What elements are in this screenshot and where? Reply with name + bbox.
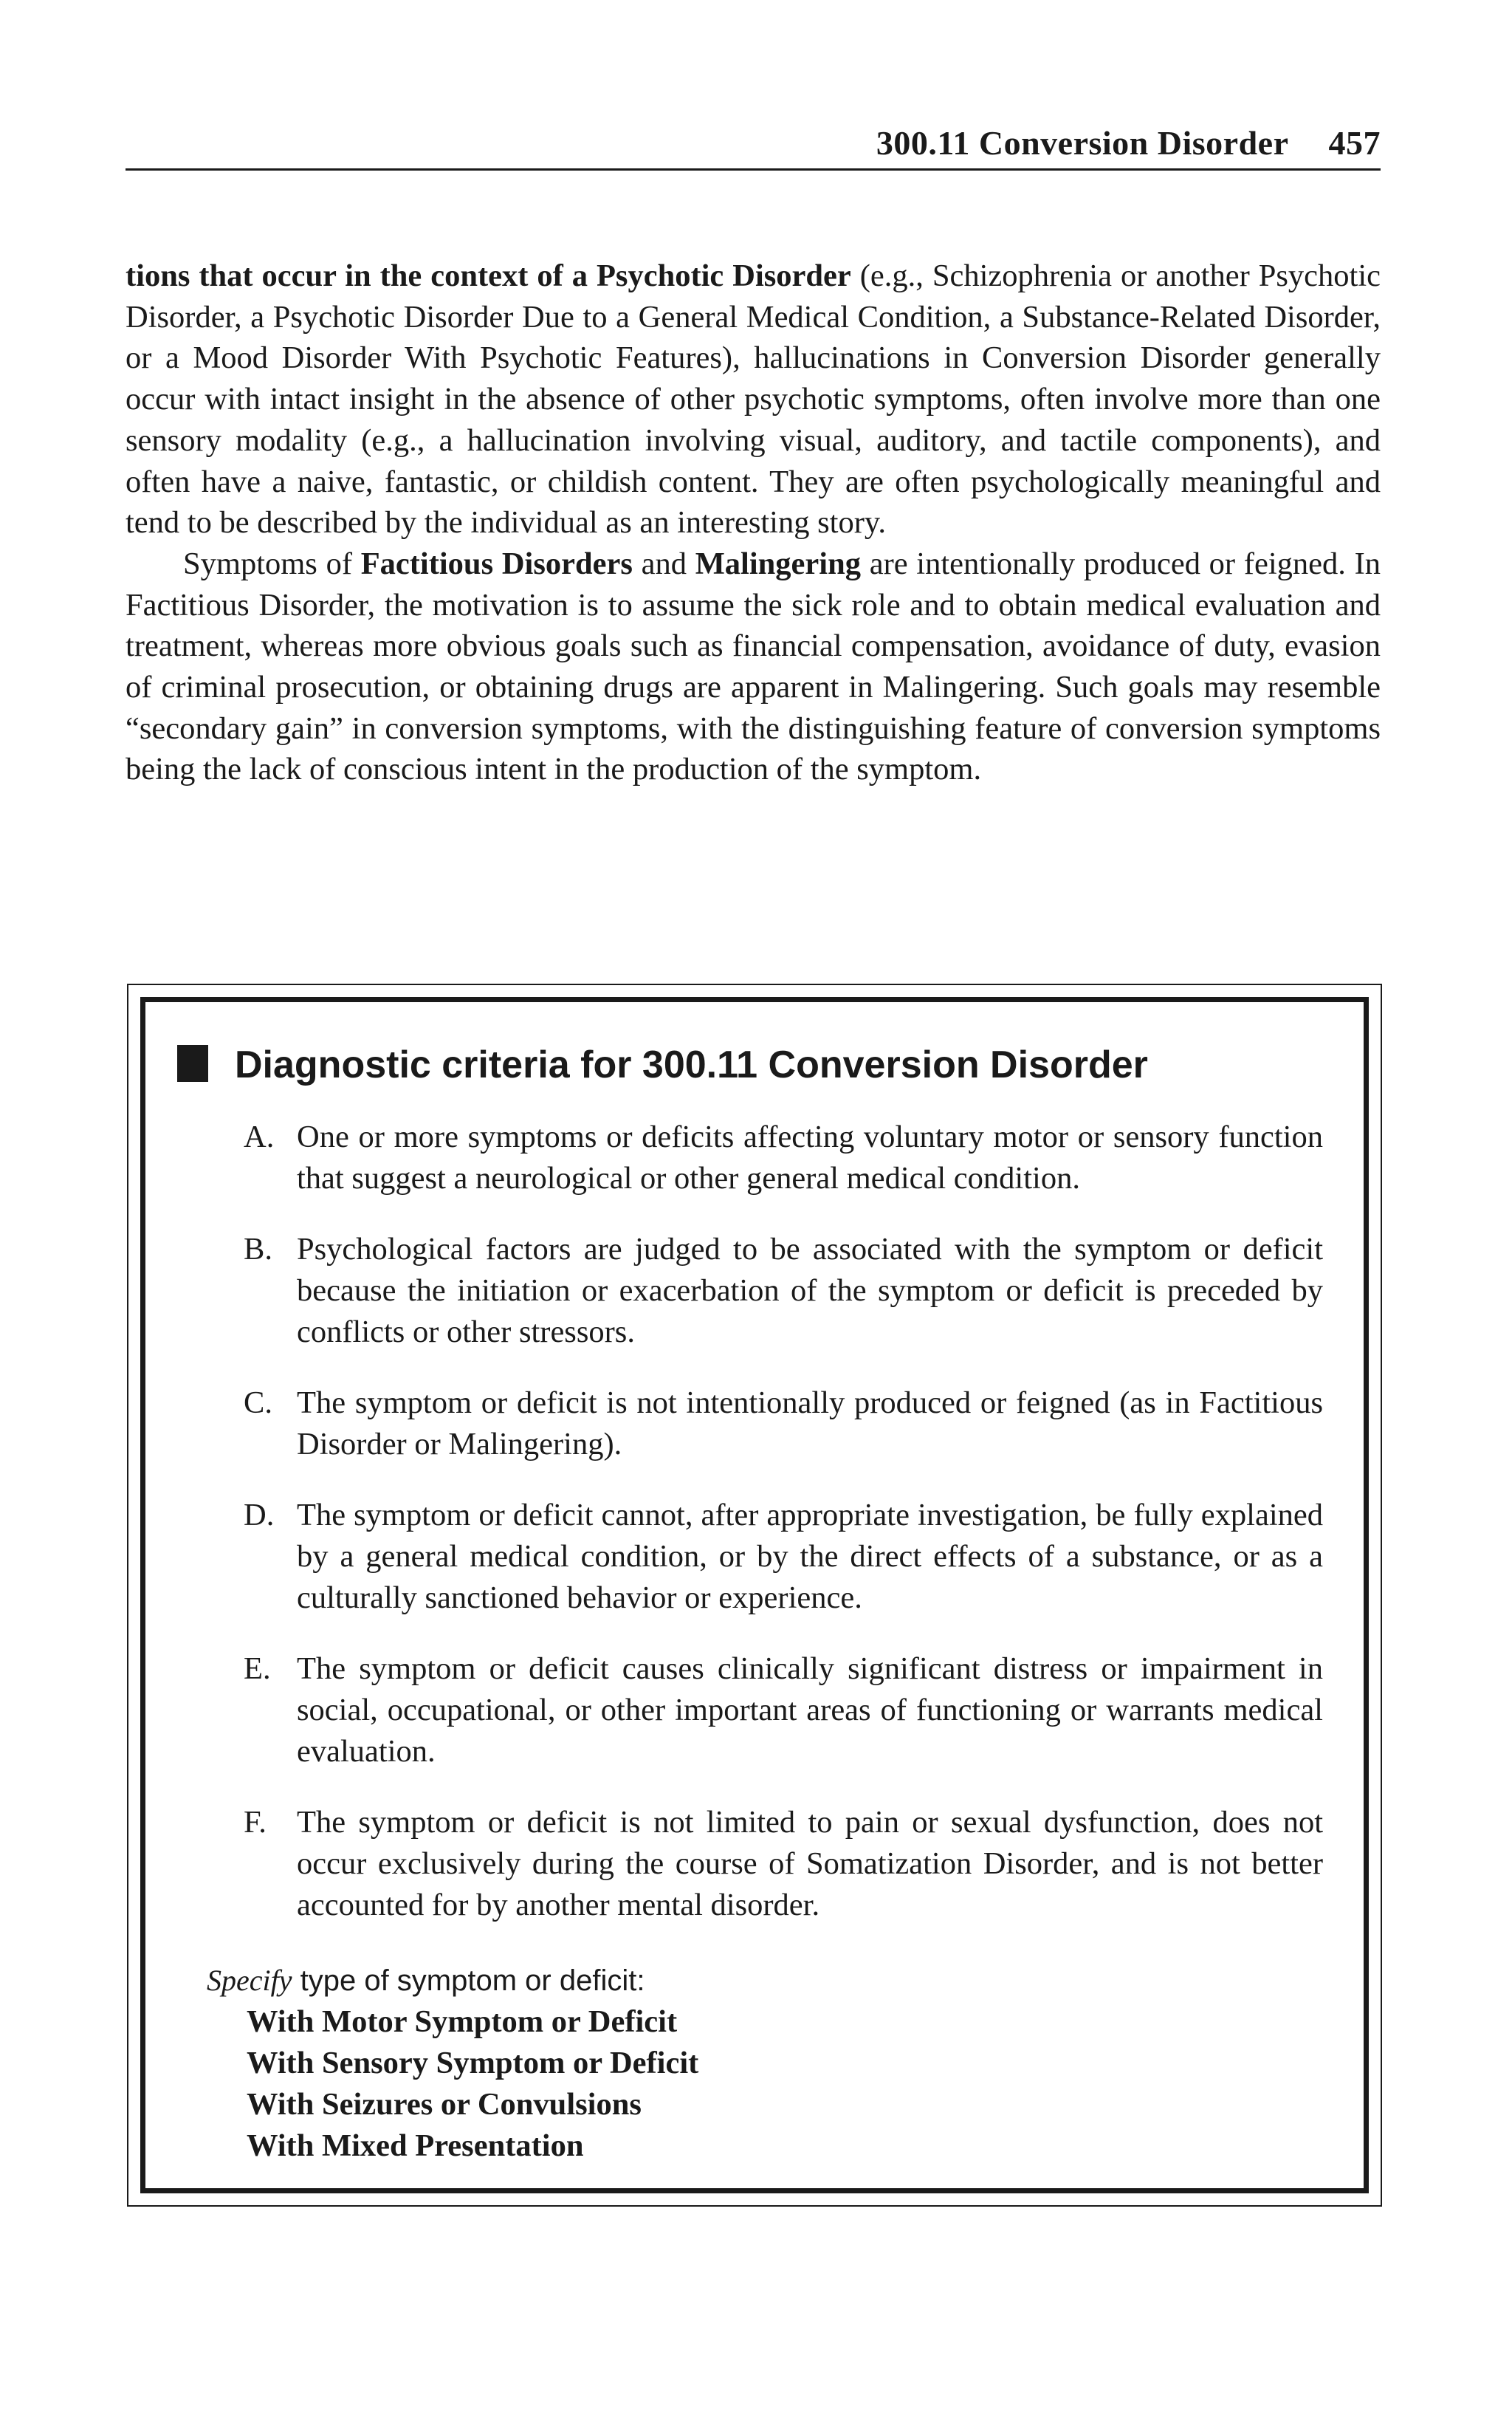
criterion-text: The symptom or deficit cannot, after appropriate investigation, be fully explained by a general medical condition, or by the direct effects of a substance, or as a culturally sanctioned behavior or experience.: [297, 1498, 1323, 1615]
criteria-title: [177, 1035, 1148, 1094]
subtype-motor: With Motor Symptom or Deficit: [247, 2004, 678, 2039]
criterion-letter: B.: [244, 1232, 272, 1267]
paragraph-2-bold-factitious: Factitious Disorders: [360, 546, 633, 581]
criterion-text: One or more symptoms or deficits affecting voluntary motor or sensory function that suggest a neurological or other general medical condition.: [297, 1120, 1323, 1196]
paragraph-1-rest: (e.g., Schizophrenia or another Psychotic Disorder, a Psychotic Disorder Due to a General Medical Condition, a Substance-Related Disorder, or a Mood Disorder With Psychotic Features), hallucinations in Conversion Disorder generally occur with intact insight in the absence of other psychotic symptoms, often involve more than one sensory modality (e.g., a hallucination involving visual, auditory, and tactile components), and often have a naive, fantastic, or childish content. They are often psychologically meaningful and tend to be described by the individual as an interesting story.: [126, 258, 1381, 541]
subtype-sensory: With Sensory Symptom or Deficit: [247, 2046, 699, 2080]
subtype-mixed: With Mixed Presentation: [247, 2128, 584, 2163]
specify-word: Specify: [207, 1964, 292, 1997]
criterion-letter: E.: [244, 1651, 271, 1686]
page-number: 457: [1328, 124, 1381, 162]
criterion-c: [244, 1382, 1323, 1465]
criterion-text: The symptom or deficit causes clinically significant distress or impairment in social, occupational, or other important areas of functioning or warrants medical evaluation.: [297, 1651, 1323, 1769]
criterion-letter: C.: [244, 1385, 272, 1420]
paragraph-2-text-b: and: [632, 546, 695, 581]
specify-line: [207, 1960, 1314, 2001]
criteria-list: [244, 1117, 1323, 1956]
header-section-title: 300.11 Conversion Disorder: [876, 124, 1289, 162]
specify-section: [207, 1960, 1314, 2167]
criterion-letter: D.: [244, 1498, 275, 1532]
header-text: [876, 123, 1381, 162]
criterion-text: The symptom or deficit is not limited to pain or sexual dysfunction, does not occur exclusively during the course of Somatization Disorder, and is not better accounted for by another mental disorder.: [297, 1805, 1323, 1922]
criterion-b: [244, 1229, 1323, 1353]
square-bullet-icon: [177, 1045, 208, 1082]
paragraph-2-text-c: are intentionally produced or feigned. In Factitious Disorder, the motivation is to assume the sick role and to obtain medical evaluation and treatment, whereas more obvious goals such as financial compensation, avoidance of duty, evasion of criminal prosecution, or obtaining drugs are apparent in Malingering. Such goals may resemble “secondary gain” in conversion symptoms, with the distinguishing feature of conversion symptoms being the lack of conscious intent in the production of the symptom.: [126, 546, 1381, 787]
criterion-letter: A.: [244, 1120, 275, 1154]
criterion-f: [244, 1802, 1323, 1926]
criterion-d: [244, 1495, 1323, 1619]
paragraph-1: [126, 256, 1381, 544]
criteria-title-text: Diagnostic criteria for 300.11 Conversion Disorder: [235, 1044, 1148, 1086]
criterion-a: [244, 1117, 1323, 1199]
criterion-e: [244, 1648, 1323, 1772]
criterion-letter: F.: [244, 1805, 267, 1840]
running-header: [126, 109, 1381, 171]
criterion-text: The symptom or deficit is not intentionally produced or feigned (as in Factitious Disorder or Malingering).: [297, 1385, 1323, 1461]
subtype-seizures: With Seizures or Convulsions: [247, 2087, 642, 2122]
paragraph-2-text-a: Symptoms of: [183, 546, 361, 581]
paragraph-1-bold: tions that occur in the context of a Psychotic Disorder: [126, 258, 851, 293]
body-text: [126, 256, 1381, 790]
specify-text: type of symptom or deficit:: [292, 1964, 645, 1997]
criterion-text: Psychological factors are judged to be associated with the symptom or deficit because the initiation or exacerbation of the symptom or deficit is preceded by conflicts or other stressors.: [297, 1232, 1323, 1349]
paragraph-2-bold-malingering: Malingering: [695, 546, 861, 581]
paragraph-2: [126, 544, 1381, 790]
